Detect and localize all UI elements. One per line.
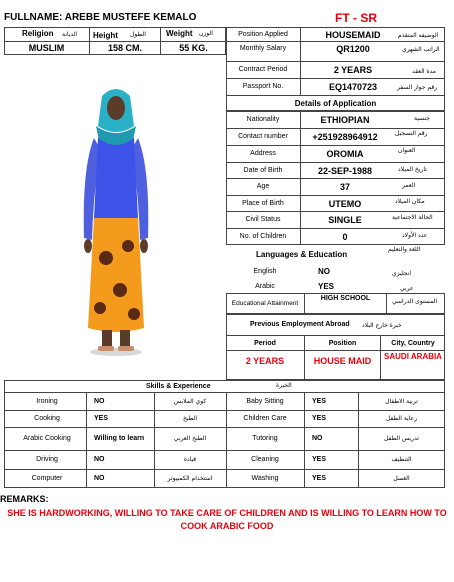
place-of-birth-label: Place of Birth <box>242 200 284 207</box>
english-value: NO <box>318 267 330 276</box>
position-applied-label: Position Applied <box>238 31 288 38</box>
address-ar: العنوان <box>398 147 416 154</box>
religion-label-ar: الديانة <box>62 31 78 38</box>
previous-employment-title-ar: خبرة خارج البلاد <box>362 322 402 329</box>
skill-left-label: Computer <box>31 475 63 482</box>
fullname-title: FULLNAME: AREBE MUSTEFE KEMALO <box>4 12 197 23</box>
skill-right-label: Tutoring <box>252 435 278 442</box>
nationality-ar: جنسية <box>414 115 430 122</box>
age-value: 37 <box>339 182 350 192</box>
civil-status-label: Civil Status <box>245 216 281 223</box>
skill-right-label: Washing <box>251 475 279 482</box>
skill-left-label: Cooking <box>34 415 60 422</box>
height-label: Height <box>93 31 118 40</box>
skill-right-value: YES <box>312 414 327 422</box>
skill-right-value: YES <box>312 397 327 405</box>
position-header: Position <box>328 340 357 347</box>
previous-country-value: SAUDI ARABIA <box>384 352 442 361</box>
previous-employment-title: Previous Employment Abroad <box>250 321 350 328</box>
monthly-salary-ar: الراتب الشهري <box>402 46 440 53</box>
languages-title: Languages & Education <box>256 250 348 259</box>
country-header: City, Country <box>391 340 435 347</box>
remarks-label: REMARKS: <box>0 494 49 504</box>
skill-right-label: Children Care <box>243 415 287 422</box>
contract-period-ar: مدة العقد <box>412 68 436 75</box>
weight-label: Weight <box>166 29 193 38</box>
monthly-salary-label: Monthly Salary <box>239 45 287 52</box>
skill-left-value: NO <box>94 397 105 405</box>
period-header: Period <box>254 340 276 347</box>
contact-label: Contact number <box>238 133 288 140</box>
skill-left-ar: الطبخ العربي <box>173 435 207 442</box>
civil-status-ar: الحالة الاجتماعية <box>392 214 433 221</box>
skill-right-value: YES <box>312 474 327 482</box>
skill-right-label: Baby Sitting <box>246 398 284 405</box>
previous-period-value: 2 YEARS <box>245 356 285 366</box>
dob-label: Date of Birth <box>243 167 283 174</box>
reference-code: FT - SR <box>335 11 377 25</box>
address-value: OROMIA <box>326 149 364 159</box>
details-of-application-title: Details of Application <box>294 99 377 108</box>
dob-value: 22-SEP-1988 <box>317 166 373 176</box>
monthly-salary-value: QR1200 <box>336 44 370 54</box>
skills-title-ar: الخبرة <box>276 382 292 389</box>
religion-label: Religion <box>22 29 54 38</box>
skills-title: Skills & Experience <box>146 383 211 390</box>
skill-left-ar: كوي الملابس <box>173 398 207 405</box>
skill-right-label: Cleaning <box>251 456 279 463</box>
remarks-line-2: COOK ARABIC FOOD <box>180 521 274 531</box>
skill-right-ar: التنظيف <box>391 456 412 463</box>
dob-ar: تاريخ الميلاد <box>398 166 427 173</box>
children-ar: عدد الأولاد <box>402 232 428 239</box>
education-ar: المستوى الدراسي <box>392 298 438 305</box>
skill-left-label: Arabic Cooking <box>23 435 71 442</box>
skill-left-value: Willing to learn <box>94 434 145 442</box>
nationality-label: Nationality <box>246 116 280 123</box>
children-value: 0 <box>342 232 348 242</box>
age-label: Age <box>256 183 270 190</box>
skill-right-value: YES <box>312 455 327 463</box>
weight-value: 55 KG. <box>179 43 208 53</box>
nationality-value: ETHIOPIAN <box>320 115 370 125</box>
age-ar: العمر <box>402 182 416 189</box>
arabic-label: Arabic <box>255 283 275 290</box>
height-label-ar: الطول <box>130 31 146 38</box>
skill-right-value: NO <box>312 434 323 442</box>
previous-position-value: HOUSE MAID <box>313 356 372 366</box>
children-label: No. of Children <box>239 233 287 240</box>
place-of-birth-value: UTEMO <box>328 199 362 209</box>
skill-right-ar: الغسل <box>393 475 410 482</box>
english-ar: انجليزي <box>392 270 412 277</box>
remarks-line-1: SHE IS HARDWORKING, WILLING TO TAKE CARE OF CHILDREN AND IS WILLING TO LEARN HOW TO <box>7 508 447 518</box>
position-applied-value: HOUSEMAID <box>325 30 381 40</box>
passport-value: EQ1470723 <box>328 82 378 92</box>
address-label: Address <box>250 150 276 157</box>
height-value: 158 CM. <box>107 43 142 53</box>
civil-status-value: SINGLE <box>328 215 362 225</box>
weight-label-ar: الوزن <box>199 30 213 37</box>
applicant-photo <box>36 68 194 360</box>
contract-period-value: 2 YEARS <box>333 65 373 75</box>
religion-value: MUSLIM <box>28 43 65 53</box>
position-applied-ar: الوضيفه المتقدم <box>398 32 439 39</box>
place-of-birth-ar: مكان الميلاد <box>395 198 425 205</box>
skill-left-label: Ironing <box>36 398 58 405</box>
skill-left-ar: الطبخ <box>182 415 198 422</box>
arabic-ar: عربي <box>400 285 414 292</box>
education-value: HIGH SCHOOL <box>320 295 371 302</box>
passport-ar: رقم جواز السفر <box>397 84 438 91</box>
skill-right-ar: رعاية الطفل <box>385 415 418 422</box>
skill-right-ar: تربية الاطفال <box>385 398 418 405</box>
contract-period-label: Contract Period <box>238 66 288 73</box>
passport-label: Passport No. <box>242 83 284 90</box>
skill-left-ar: قيادة <box>183 456 197 463</box>
education-label: Educational Attainment <box>231 300 299 307</box>
skill-left-value: NO <box>94 455 105 463</box>
skill-left-value: NO <box>94 474 105 482</box>
skill-left-label: Driving <box>36 456 58 463</box>
languages-title-ar: اللغة والتعليم <box>388 246 421 253</box>
skill-left-ar: استخدام الكمبيوتر <box>167 475 213 482</box>
contact-value: +251928964912 <box>312 132 378 142</box>
skill-right-ar: تدريس الطفل <box>384 435 419 442</box>
contact-ar: رقم التسجيل <box>395 130 428 137</box>
english-label: English <box>253 268 277 275</box>
skill-left-value: YES <box>94 414 109 422</box>
arabic-value: YES <box>318 282 335 291</box>
